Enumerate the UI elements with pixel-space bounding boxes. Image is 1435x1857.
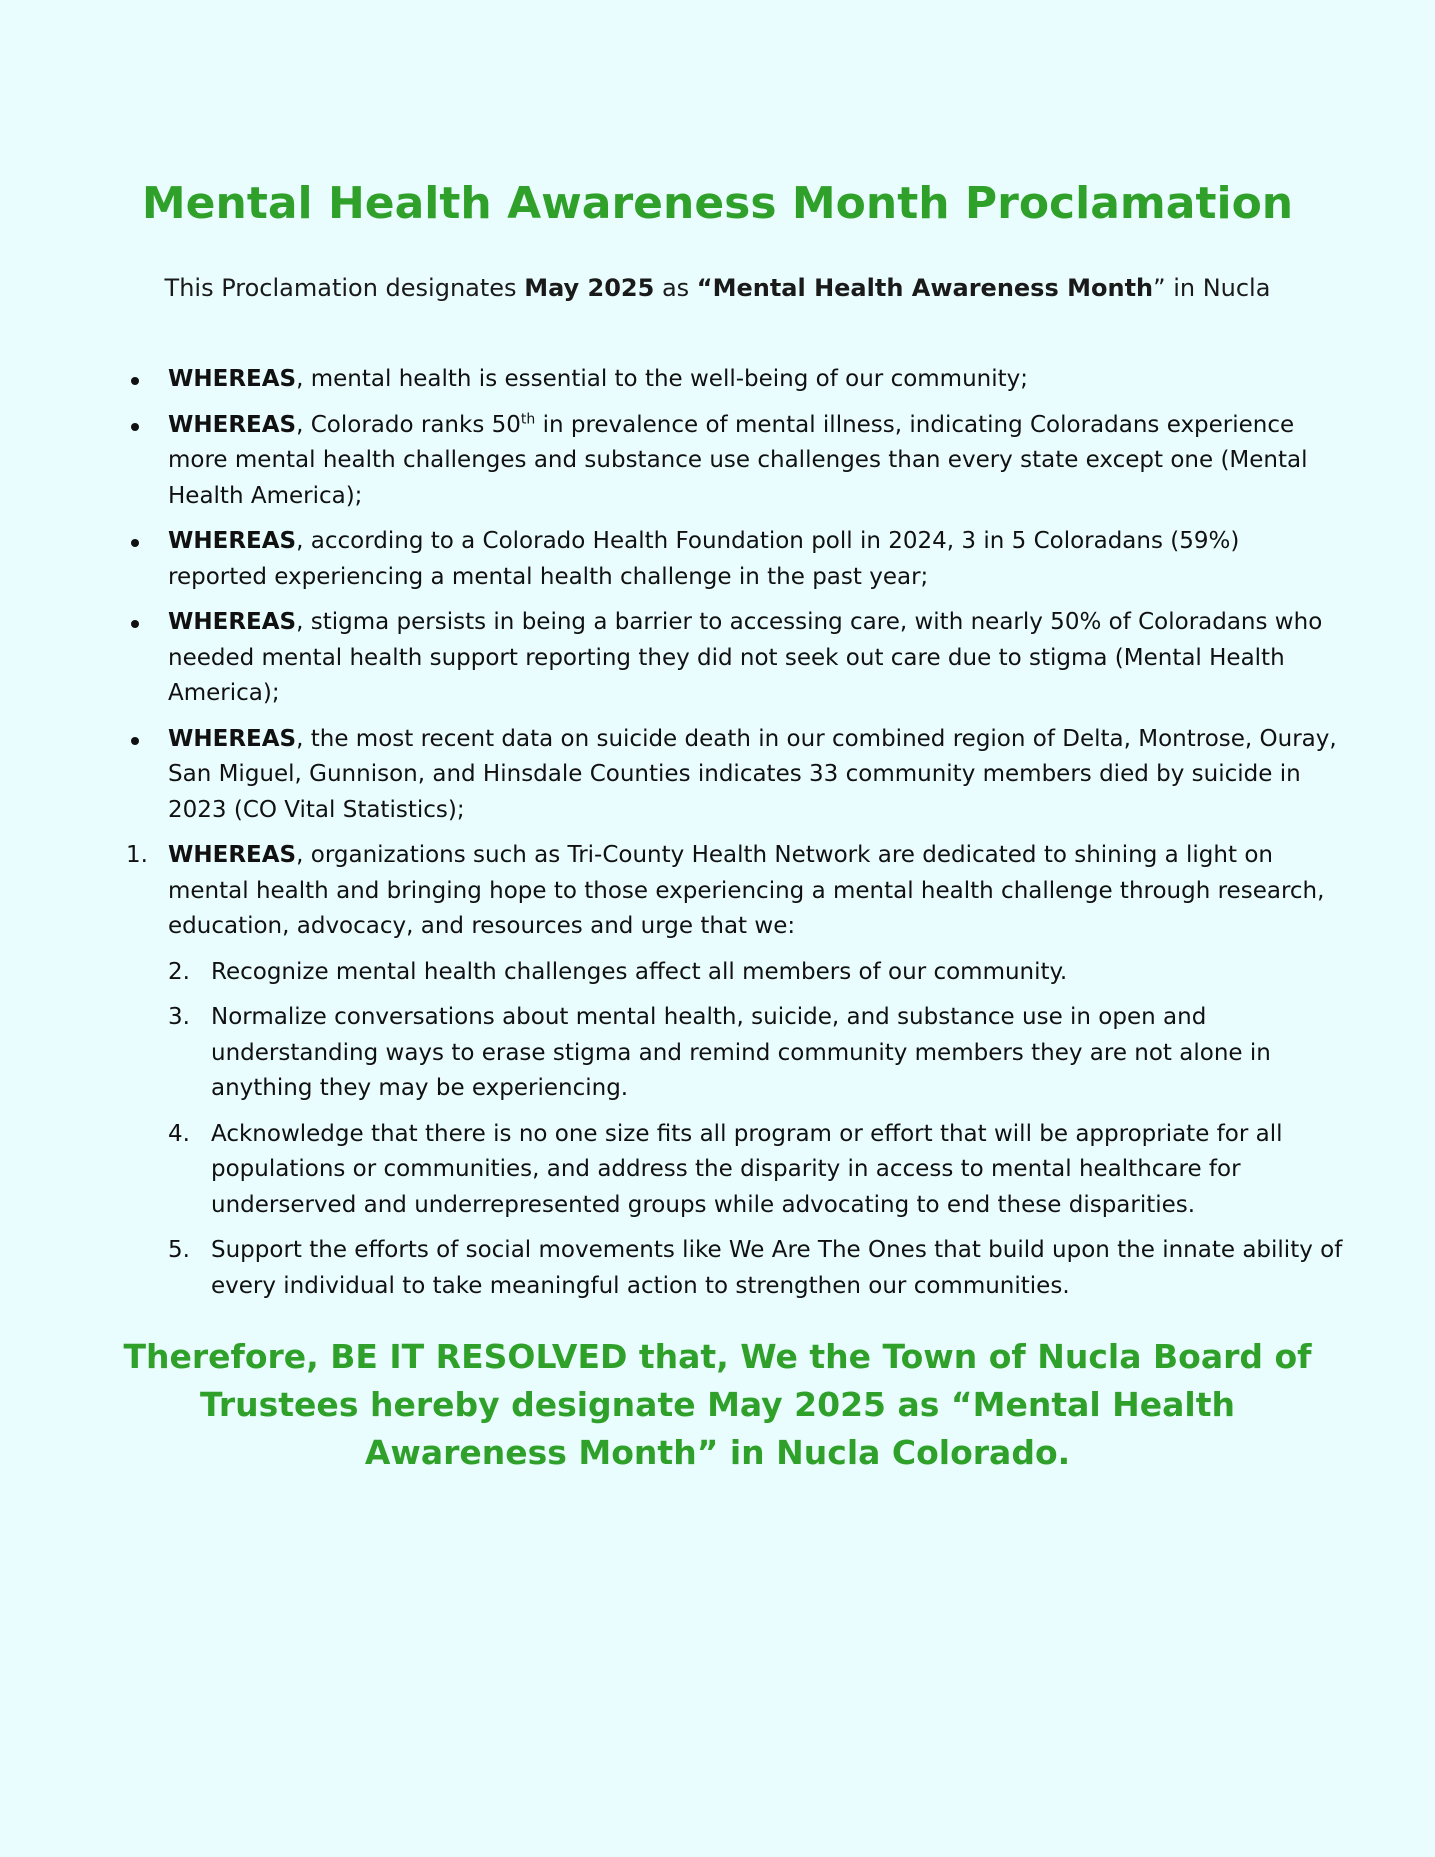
action-text: Normalize conversations about mental health, suicide, and substance use in open and understanding ways to erase stigma and remind community members they are not alone in anything they may be experiencing. — [211, 1004, 1271, 1101]
whereas-item — [0, 605, 1435, 712]
whereas-lead: WHEREAS — [168, 842, 297, 868]
whereas-list — [0, 362, 1435, 1314]
action-item — [0, 955, 1435, 991]
action-text: Acknowledge that there is no one size fits all program or effort that will be appropriate for all populations or communities, and address the disparity in access to mental healthcare for underserved and underrepresented groups while advocating to end these disparities. — [211, 1120, 1283, 1218]
list-number: 1. — [126, 842, 148, 868]
whereas-lead: WHEREAS — [168, 411, 297, 438]
whereas-text: in prevalence of mental illness, indicating Coloradans experience more mental health challenges and substance use challenges than every state except one (Mental Health America); — [168, 411, 1308, 509]
whereas-text: , organizations such as Tri-County Health Network are dedicated to shining a light on mental health and bringing hope to those experiencing a mental health challenge through research, education, advocacy, and resources and urge that we: — [168, 842, 1325, 939]
list-number: 3. — [168, 1004, 190, 1030]
bullet-icon — [131, 423, 139, 431]
whereas-item — [0, 362, 1435, 398]
whereas-text: , according to a Colorado Health Foundation poll in 2024, 3 in 5 Coloradans (59%) reported experiencing a mental health challenge in the past year; — [168, 528, 1240, 590]
bullet-icon — [131, 737, 139, 745]
whereas-lead: WHEREAS — [168, 725, 297, 752]
resolution-statement: Therefore, BE IT RESOLVED that, We the Town of Nucla Board of Trustees hereby designate May 2025 as “Mental Health Awareness Month” in Nucla Colorado. — [123, 1337, 1312, 1472]
bullet-icon — [131, 377, 139, 385]
numbered-whereas-item — [0, 838, 1435, 945]
list-number: 4. — [168, 1120, 190, 1147]
subtitle-part1: This Proclamation designates — [164, 274, 525, 302]
subtitle-bold-date: May 2025 — [524, 274, 655, 302]
bullet-icon — [131, 539, 139, 547]
whereas-item — [0, 524, 1435, 595]
bullet-icon — [131, 620, 139, 628]
ordinal-suffix: th — [520, 410, 536, 427]
whereas-lead: WHEREAS — [168, 528, 297, 554]
action-item — [0, 1233, 1435, 1304]
whereas-lead: WHEREAS — [168, 366, 297, 392]
whereas-lead: WHEREAS — [168, 609, 297, 635]
subtitle — [0, 268, 1435, 308]
whereas-item — [0, 408, 1435, 515]
whereas-text: , stigma persists in being a barrier to accessing care, with nearly 50% of Coloradans who needed mental health support reporting they did not seek out care due to stigma (Mental Health America); — [168, 609, 1323, 706]
action-item — [0, 1000, 1435, 1107]
subtitle-part3: ” in Nucla — [1153, 274, 1271, 302]
whereas-text-pre: , Colorado ranks 50 — [296, 411, 521, 438]
action-item — [0, 1117, 1435, 1224]
whereas-item — [0, 722, 1435, 829]
page-title: Mental Health Awareness Month Proclamation — [141, 178, 1294, 229]
list-number: 5. — [168, 1237, 190, 1263]
whereas-text: , the most recent data on suicide death in our combined region of Delta, Montrose, Ouray, San Miguel, Gunnison, and Hinsdale Counties indicates 33 community members died by suicide in 2023 (CO Vital Statistics); — [168, 725, 1337, 823]
whereas-text: , mental health is essential to the well-being of our community; — [296, 366, 1029, 392]
subtitle-bold-name: “Mental Health Awareness Month — [696, 274, 1154, 302]
subtitle-part2: as — [654, 274, 697, 302]
action-text: Recognize mental health challenges affect all members of our community. — [211, 958, 1068, 985]
list-number: 2. — [168, 958, 190, 985]
action-text: Support the efforts of social movements like We Are The Ones that build upon the innate ability of every individual to take meaningful action to strengthen our communities. — [211, 1237, 1343, 1299]
